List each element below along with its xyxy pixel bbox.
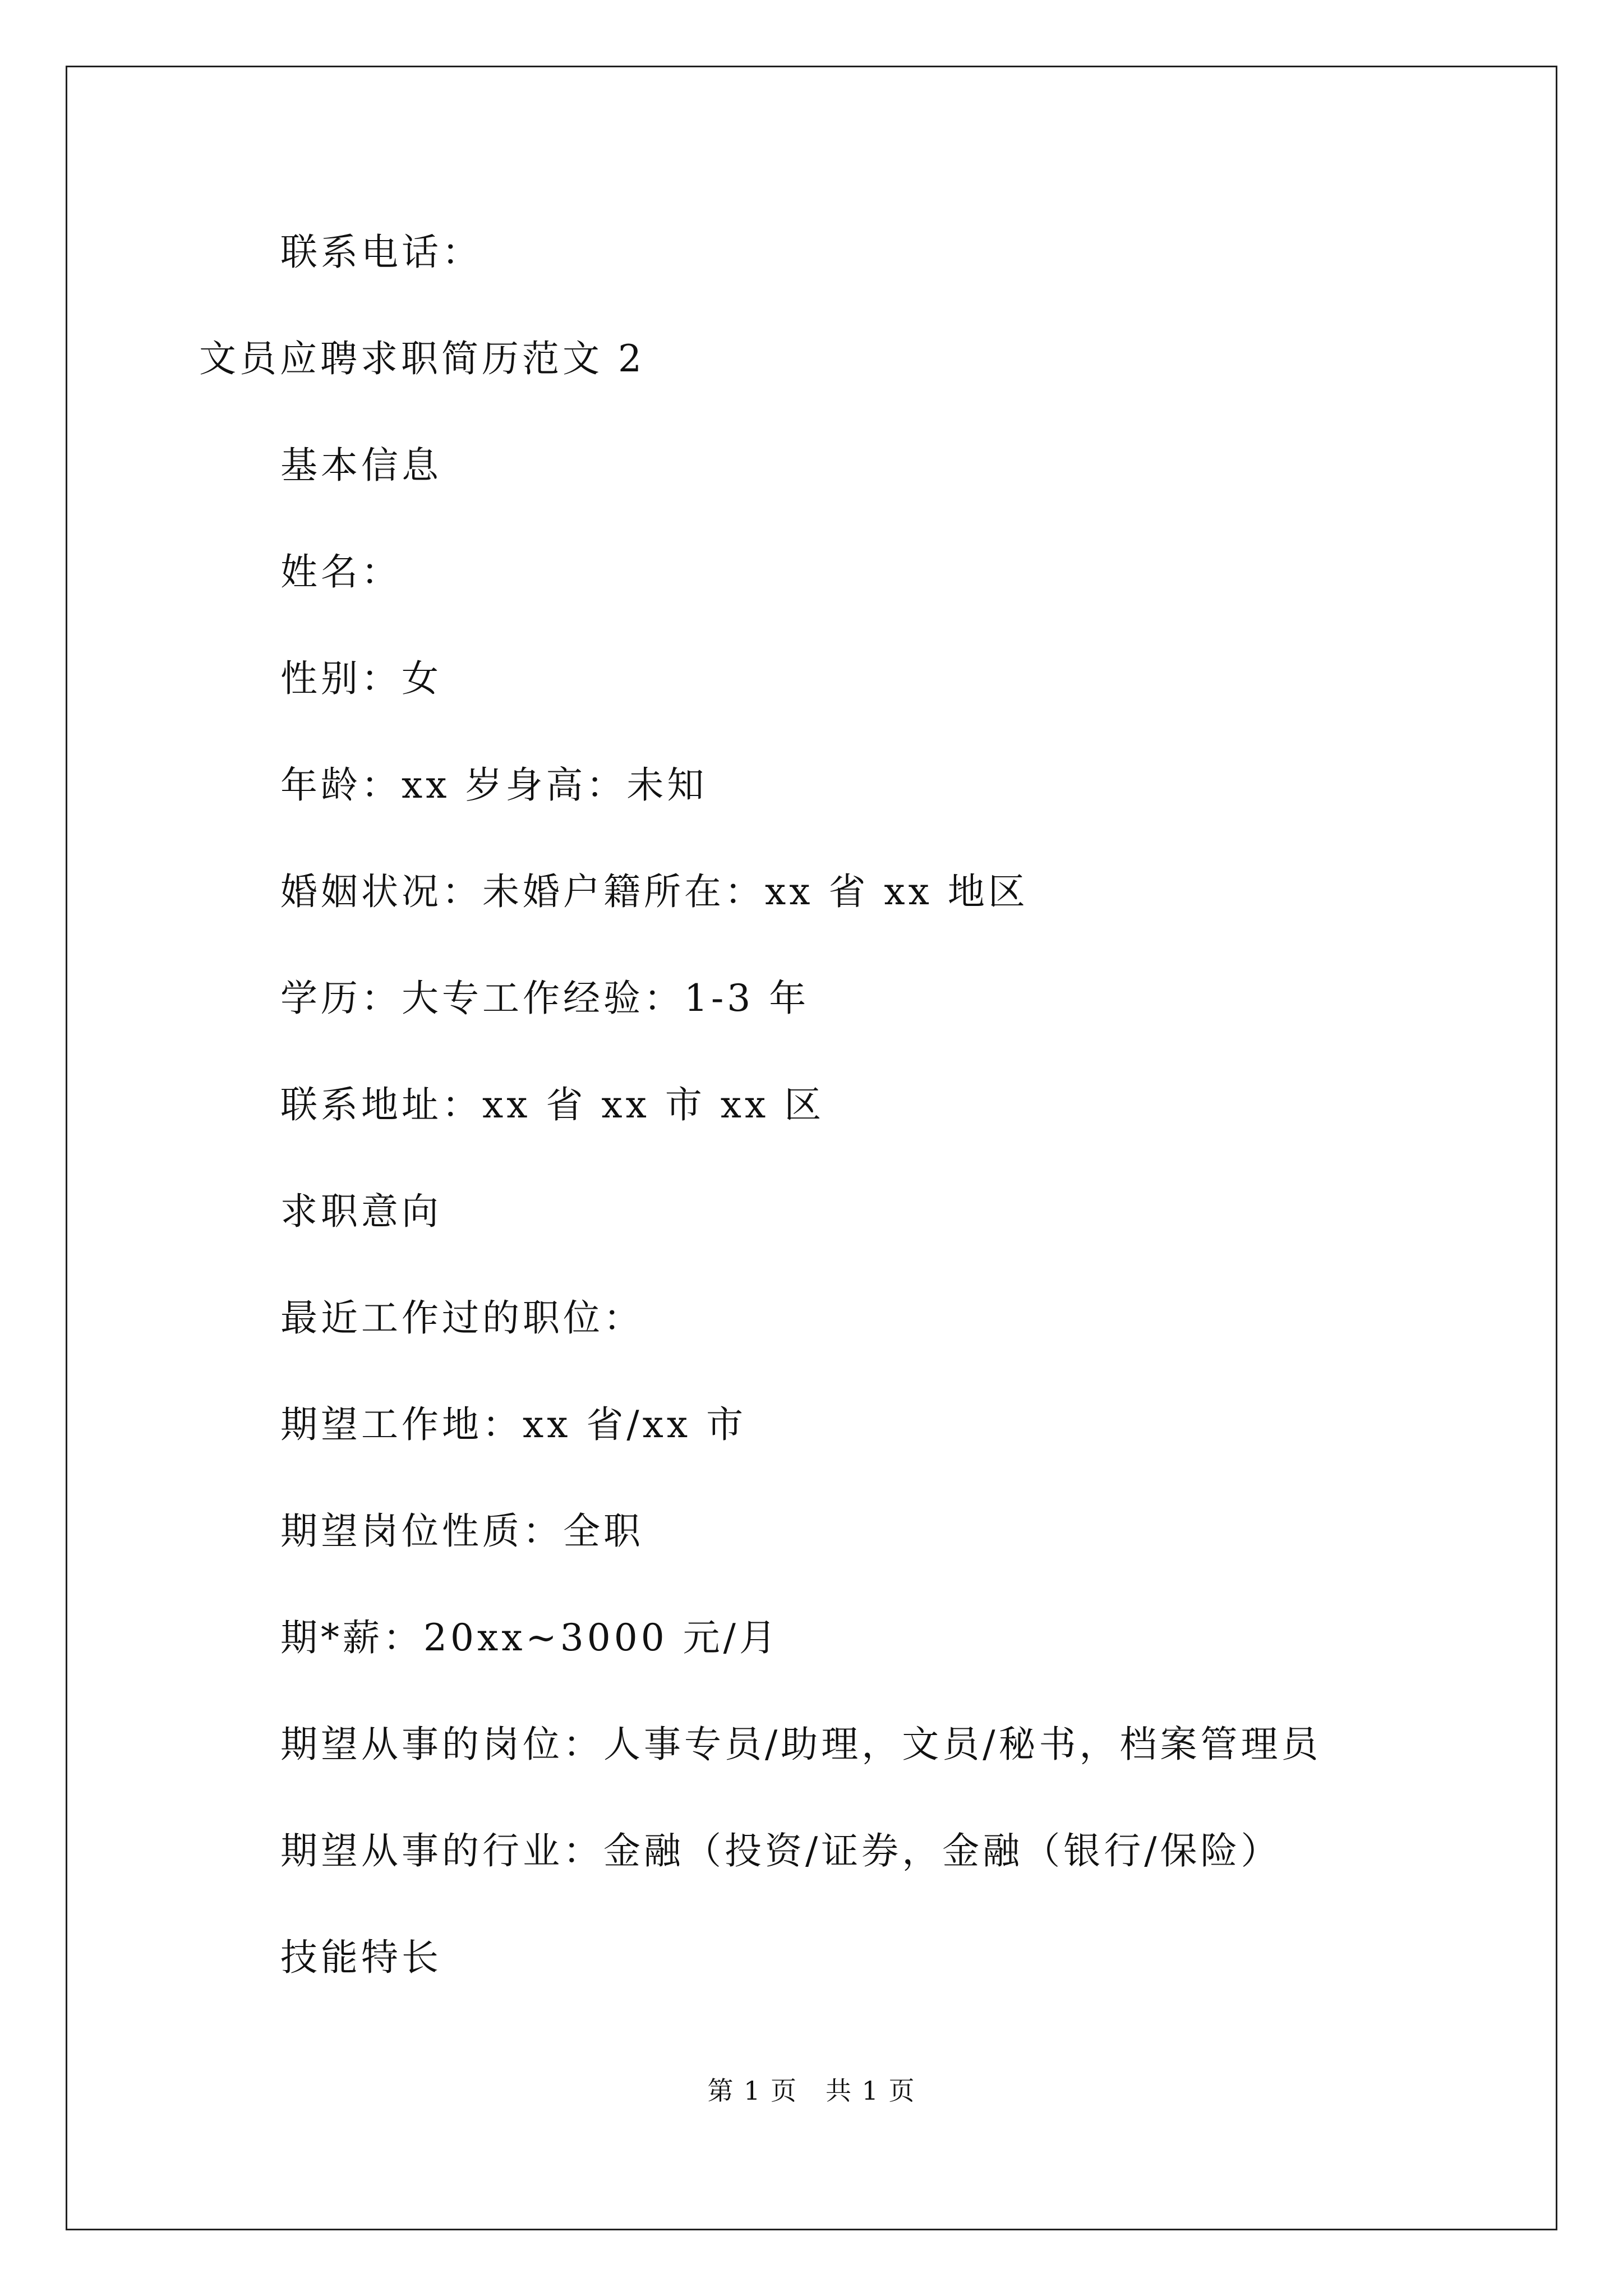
skills-heading: 技能特长 bbox=[280, 1936, 442, 1979]
desired-positions-line: 期望从事的岗位：人事专员/助理，文员/秘书，档案管理员 bbox=[280, 1723, 1322, 1766]
page-number: 第 1 页 bbox=[707, 2076, 797, 2106]
address-line: 联系地址：xx 省 xx 市 xx 区 bbox=[280, 1083, 825, 1126]
job-intention-heading: 求职意向 bbox=[280, 1190, 442, 1233]
desired-industry-line: 期望从事的行业：金融（投资/证券，金融（银行/保险） bbox=[280, 1829, 1281, 1872]
page-border bbox=[66, 66, 1557, 2230]
age-height-line: 年龄：xx 岁身高：未知 bbox=[280, 763, 708, 807]
recent-position-line: 最近工作过的职位： bbox=[280, 1296, 644, 1340]
basic-info-heading: 基本信息 bbox=[280, 444, 442, 487]
contact-phone-line: 联系电话： bbox=[280, 231, 482, 274]
desired-location-line: 期望工作地：xx 省/xx 市 bbox=[280, 1403, 747, 1446]
page-footer bbox=[0, 2074, 1623, 2108]
expected-salary-line: 期*薪：20xx~3000 元/月 bbox=[280, 1616, 780, 1659]
marital-hukou-line: 婚姻状况：未婚户籍所在：xx 省 xx 地区 bbox=[280, 870, 1029, 913]
gender-line: 性别：女 bbox=[280, 657, 442, 700]
job-type-line: 期望岗位性质：全职 bbox=[280, 1510, 644, 1553]
education-experience-line: 学历：大专工作经验：1-3 年 bbox=[280, 977, 810, 1020]
section-title: 文员应聘求职简历范文 2 bbox=[199, 337, 645, 380]
name-line: 姓名： bbox=[280, 550, 402, 593]
page-total: 共 1 页 bbox=[826, 2076, 916, 2106]
